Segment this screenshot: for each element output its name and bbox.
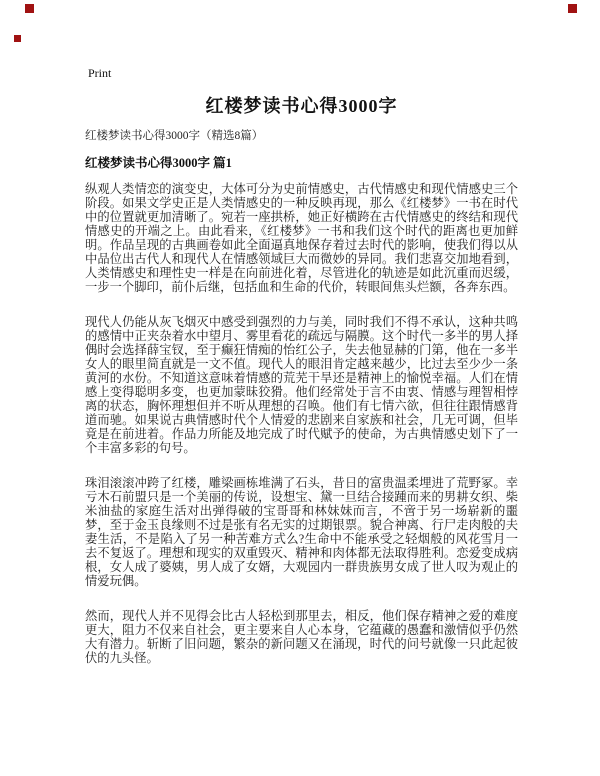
section-heading-part1: 红楼梦读书心得3000字 篇1 (85, 156, 232, 170)
print-link[interactable]: Print (88, 66, 112, 80)
paragraph-3: 珠泪滚滚冲跨了红楼，雕梁画栋堆满了石头，昔日的富贵温柔埋进了荒野冢。幸亏木石前盟只是一个美丽的传说，设想宝、黛一旦结合接踵而来的男耕女织、柴米油盐的家庭生活对出弹得破的宝哥哥和林妹妹而言，不啻于另一场崭新的噩梦，至于金玉良缘则不过是张有名无实的过期银票。貌合神离、行尸走肉般的夫妻生活，不是陷入了另一种苦难方式么?生命中不能承受之轻烟般的风花雪月一去不复返了。理想和现实的双重毁灭、精神和肉体都无法取得胜利。恋爱变成病根，女人成了婆姨，男人成了女婿，大观园内一群贵族男女成了世人叹为观止的情爱玩偶。 (85, 476, 518, 588)
red-mark-top-left (25, 4, 34, 13)
article-content (85, 95, 518, 686)
paragraph-4: 然而，现代人并不见得会比古人轻松到那里去，相反，他们保存精神之爱的难度更大，阻力不仅来自社会，更主要来自人心本身，它蕴藏的愚蠢和激情似乎仍然大有潜力。斩断了旧问题，繁杂的新问题又在涌现，时代的问号就像一只此起彼伏的九头怪。 (85, 609, 518, 665)
paragraph-2: 现代人仍能从灰飞烟灭中感受到强烈的力与美，同时我们不得不承认，这种共鸣的感情中正夹杂着水中望月、雾里看花的疏远与隔膜。这个时代一多半的男人择偶时会选择薛宝钗，至于癫狂情痴的怡红公子，失去他显赫的门第，他在一多半女人的眼里简直就是一文不值。现代人的眼泪肯定越来越少，比过去至少少一条黄河的水份。不知道这意味着情感的荒芜干旱还是精神上的愉悦幸福。人们在情感上变得聪明多变，也更加蒙昧狡猾。他们经常处于言不由衷、情感与理智相悖离的状态，胸怀理想但并不听从理想的召唤。他们有七情六欲，但往往跟情感背道而驰。如果说古典情感时代个人情爱的悲剧来自家族和社会，几无可调，但毕竟是在前进着。作品力所能及地完成了时代赋予的使命，为古典情感史划下了一个丰富多彩的句号。 (85, 315, 518, 455)
article-subtitle: 红楼梦读书心得3000字（精选8篇） (85, 130, 264, 142)
page-title: 红楼梦读书心得3000字 (205, 96, 398, 116)
paragraph-1: 纵观人类情恋的演变史，大体可分为史前情感史，古代情感史和现代情感史三个阶段。如果文学史正是人类情感史的一种反映再现，那么《红楼梦》一书在时代中的位置就更加清晰了。宛若一座拱桥，她正好横跨在古代情感史的终结和现代情感史的开端之上。由此看来，《红楼梦》一书和我们这个时代的距离也更加鲜明。作品呈现的古典画卷如此全面逼真地保存着过去时代的影响，使我们得以从中品位出古代人和现代人在情感领域巨大而微妙的异同。我们悲喜交加地看到，人类情感史和理性史一样是在向前进化着，尽管进化的轨迹是如此沉重而迟缓，一步一个脚印，前仆后继，包括血和生命的代价，转眼间焦头烂额，各奔东西。 (85, 182, 518, 294)
red-mark-middle-left (14, 35, 21, 42)
red-mark-top-right (568, 4, 577, 13)
